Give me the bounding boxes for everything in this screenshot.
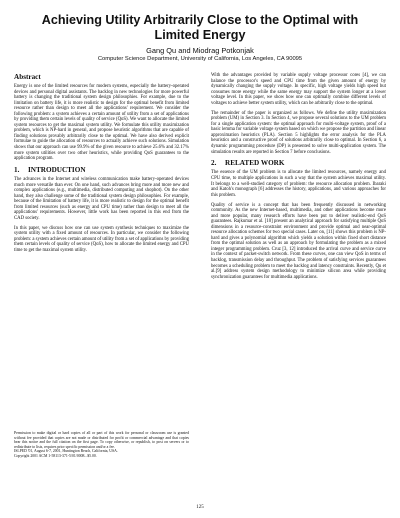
related-work-paragraph-1: The essence of the UM problem is to allocate the limited resources, namely energy and CPU time, to multiple applications in such a way that the system achieves maximal utility. It belongs to a well-studied category of problem: the resource allocation problem. Ibaraki and Katoh's monograph [6] addresses the history, applications, and various approaches for this problem. bbox=[211, 170, 386, 198]
page-number: 125 bbox=[196, 505, 204, 510]
copyright-notice bbox=[14, 431, 189, 459]
copyright-permission: Permission to make digital or hard copies of all or part of this work for personal or classroom use is granted without fee provided that copies are not made or distributed for profit or commercial advantage and that copies bear this notice and the full citation on the first page. To copy otherwise, or republish, to post on servers or to redistribute to lists, requires prior specific permission and/or a fee. bbox=[14, 431, 189, 449]
intro-paragraph-4: The remainder of the paper is organized as follows. We define the utility maximization problem (UM) in Section 3. In Section 4, we propose several solutions to the UM problem for a single application system: the optimal approach for multi-voltage system, proof of a basic lemma for variable voltage system based on which we propose the partition and linear approximation heuristics (PLA). Section 5 highlights the error analysis for the PLA heuristics and a constructive proof of solutions arbitrarily close to optimal. In Section 6, a dynamic programming procedure (DP) is presented to solve multi-application system. The simulation results are reported in Section 7 before conclusions. bbox=[211, 110, 386, 155]
intro-paragraph-3: With the advantages provided by variable supply voltage processor cores [4], we can balance the processor's speed and CPU time from the given amount of energy by dynamically changing the supply voltage. In specific, high voltage yields high speed but consumes more energy while the same energy may support the system longer at a lower voltage level. In this paper, we show how one can optimally combine different levels of voltages to achieve better system utility, which can be arbitrarily close to the optimal. bbox=[211, 73, 386, 106]
paper-authors: Gang Qu and Miodrag Potkonjak bbox=[146, 46, 254, 55]
right-column bbox=[211, 73, 386, 285]
copyright-line: Copyright 2001 ACM 1-58113-371-5/01/0008...$5.00. bbox=[14, 453, 97, 458]
related-work-number: 2. bbox=[211, 159, 217, 168]
intro-paragraph-1: The advances in the Internet and wireless communication make battery-operated devices much more versatile than ever. On one hand, such advances bring more and more new and complex applications (e.g., multimedia, distributed computing and shopbot). On the other hand, they also challenge some of the traditional system design philosophies. For example, because of the limitation of battery life, it is more realistic to design for the optimal benefit from limited resources (such as energy and CPU time) rather than design to meet all the applications' requirements. However, little work has been reported in this end from the CAD society. bbox=[14, 177, 189, 221]
intro-section-heading bbox=[14, 166, 189, 175]
intro-section-title: INTRODUCTION bbox=[28, 166, 86, 175]
related-work-paragraph-2: Quality of service is a concept that has been frequently discussed in networking community. As the new Internet-based, multimedia, and other applications become more and more popular, many research efforts have been put to deliver realistic-end QoS guarantees. Rajkumar et al. [10] present an analytical approach for satisfying multiple QoS dimensions in a resource-constraint environment and provide optimal and near-optimal resource allocation schemes for two special cases. Later on, [11] shows this problem is NP-hard and gives a polynomial algorithm which yields a solution within fixed short distance from the optimal solution as well as an approach by formulating the problem as a mixed integer programming problem. Cruz [3, 12] introduced the arrival curve and service curve in the context of packet-switch network. From these curves, one can view QoS in terms of backlog, transmission delay and throughput. The problem of satisfying services guarantees becomes a scheduling problem to meet the backlog and latency constraints. Recently, Qu et al.[9] address system design methodology to minimize silicon area while providing synchronization guarantees for multimedia applications. bbox=[211, 202, 386, 280]
related-work-title: RELATED WORK bbox=[225, 159, 285, 168]
related-work-heading bbox=[211, 159, 386, 168]
left-column bbox=[14, 73, 189, 258]
copyright-conference: ISLPED '01, August 6-7, 2001, Huntington Beach, California, USA. bbox=[14, 449, 118, 454]
abstract-text: Energy is one of the limited resources for modern systems, especially the battery-operated devices and personal digital assistants. The backlog in new technologies for more powerful battery is changing the traditional system design philosophies. For example, due to the limitation on battery life, it is more realistic to design for the optimal benefit from limited resource rather than design to meet all the applications' requirement. We consider the following problem: a system achieves a certain amount of utility from a set of applications by providing them certain levels of quality of service (QoS). We want to allocate the limited system resources to get the maximal system utility. We formulate this utility maximization problem, which is NP-hard in general, and propose heuristic algorithms that are capable of finding solutions provably arbitrarily close to the optimal. We have also derived explicit formulae to guide the allocation of resources to actually achieve such solutions. Simulation shows that our approach can use 99.9% of the given resource to achieve 25.6% and 32.17% more system utilities over two other heuristics, while providing QoS guarantees to the application program. bbox=[14, 84, 189, 162]
abstract-heading: Abstract bbox=[14, 73, 41, 81]
intro-section-number: 1. bbox=[14, 166, 20, 175]
paper-affiliation: Computer Science Department, University of California, Los Angeles, CA 90095 bbox=[97, 56, 303, 62]
intro-paragraph-2: In this paper, we discuss how one can use system synthesis techniques to maximize the system utility with a fixed amount of resources. In particular, we consider the following problem: a system achieves certain amount of utility from a set of applications by providing them certain levels of quality of service (QoS), how to allocate the limited energy and CPU time to get the maximal system utility. bbox=[14, 225, 189, 253]
paper-title: Achieving Utility Arbitrarily Close to the Optimal with Limited Energy bbox=[41, 13, 359, 42]
